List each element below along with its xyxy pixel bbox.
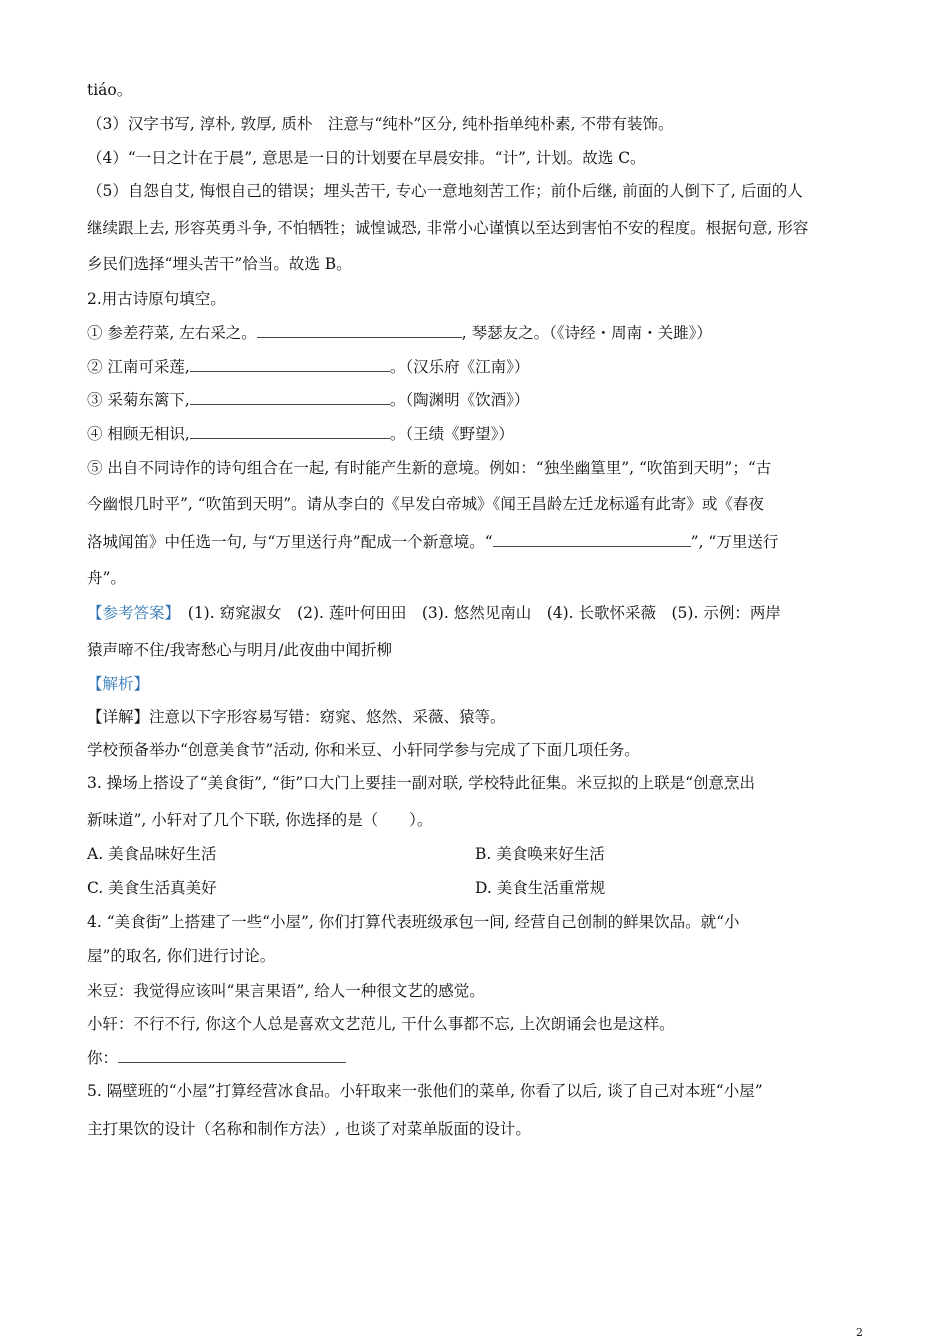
text-segment: 。（陶渊明《饮酒》） xyxy=(389,391,530,409)
answer-blank[interactable] xyxy=(190,390,390,405)
text-line: 屋”的取名, 你们进行讨论。 xyxy=(87,947,276,965)
text-line: tiáo。 xyxy=(87,81,133,99)
answer-blank[interactable] xyxy=(190,357,390,372)
answer-blank[interactable] xyxy=(493,532,691,547)
text-line: 新味道”, 小轩对了几个下联, 你选择的是（ ）。 xyxy=(87,811,433,829)
text-line: 主打果饮的设计（名称和制作方法）, 也谈了对菜单版面的设计。 xyxy=(87,1120,531,1138)
text-line: （4）“一日之计在于晨”, 意思是一日的计划要在早晨安排。“计”, 计划。故选 C。 xyxy=(87,149,646,167)
text-segment: ”, “万里送行 xyxy=(690,533,779,551)
answer-blank[interactable] xyxy=(118,1048,346,1063)
text-segment: , 琴瑟友之。（《诗经・周南・关雎》） xyxy=(461,324,712,342)
fill-line xyxy=(87,357,529,377)
analysis-tag: 【解析】 xyxy=(87,675,150,693)
text-line: 4. “美食街”上搭建了一些“小屋”, 你们打算代表班级承包一间, 经营自己创制的鲜果饮品。就“小 xyxy=(87,913,740,931)
option-b[interactable]: B. 美食唤来好生活 xyxy=(475,845,605,863)
text-line: （5）自怨自艾, 悔恨自己的错误；埋头苦干, 专心一意地刻苦工作；前仆后继, 前面的人倒下了, 后面的人 xyxy=(87,182,803,200)
answer-blank[interactable] xyxy=(257,323,462,338)
answer-line xyxy=(87,603,781,623)
fill-line xyxy=(87,323,712,343)
text-line: ⑤ 出自不同诗作的诗句组合在一起, 有时能产生新的意境。例如：“独坐幽篁里”, “吹笛到天明”；“古 xyxy=(87,459,772,477)
text-line: 小轩：不行不行, 你这个人总是喜欢文艺范儿, 干什么事都不忘, 上次朗诵会也是这样。 xyxy=(87,1015,675,1033)
page-number: 2 xyxy=(856,1326,863,1339)
text-line: 3. 操场上搭设了“美食街”, “街”口大门上要挂一副对联, 学校特此征集。米豆拟的上联是“创意烹出 xyxy=(87,774,756,792)
fill-line xyxy=(87,532,778,552)
question-heading: 2.用古诗原句填空。 xyxy=(87,290,226,308)
text-segment: ④ 相顾无相识, xyxy=(87,425,190,443)
text-line: 【详解】注意以下字形容易写错：窈窕、悠然、采薇、猿等。 xyxy=(87,708,506,726)
text-line: 5. 隔壁班的“小屋”打算经营冰食品。小轩取来一张他们的菜单, 你看了以后, 谈了自己对本班“小屋” xyxy=(87,1082,763,1100)
answer-blank[interactable] xyxy=(190,424,390,439)
option-a[interactable]: A. 美食品味好生活 xyxy=(87,845,217,863)
text-line: （3）汉字书写, 淳朴, 敦厚, 质朴 注意与“纯朴”区分, 纯朴指单纯朴素, 不带有装饰。 xyxy=(87,115,674,133)
text-segment: 洛城闻笛》中任选一句, 与“万里送行舟”配成一个新意境。“ xyxy=(87,533,493,551)
text-segment: ③ 采菊东篱下, xyxy=(87,391,190,409)
text-segment: ① 参差荇菜, 左右采之。 xyxy=(87,324,257,342)
answer-tag: 【参考答案】 xyxy=(87,604,173,622)
fill-line xyxy=(87,390,529,410)
text-line: 猿声啼不住/我寄愁心与明月/此夜曲中闻折柳 xyxy=(87,641,392,659)
fill-line xyxy=(87,424,514,444)
text-segment: 你： xyxy=(87,1049,119,1067)
text-segment: 。（王绩《野望》） xyxy=(389,425,514,443)
option-d[interactable]: D. 美食生活重常规 xyxy=(475,879,606,897)
text-line: 继续跟上去, 形容英勇斗争, 不怕牺牲；诚惶诚恐, 非常小心谨慎以至达到害怕不安的程度。根据句意, 形容 xyxy=(87,219,809,237)
text-line: 今幽恨几时平”, “吹笛到天明”。请从李白的《早发白帝城》《闻王昌龄左迁龙标遥有此寄》或《春夜 xyxy=(87,495,764,513)
option-c[interactable]: C. 美食生活真美好 xyxy=(87,879,217,897)
answer-text: (1). 窈窕淑女 (2). 莲叶何田田 (3). 悠然见南山 (4). 长歌怀采薇 (5). 示例：两岸 xyxy=(172,604,781,622)
text-segment: 。（汉乐府《江南》） xyxy=(389,358,530,376)
fill-line xyxy=(87,1048,346,1068)
text-line: 学校预备举办“创意美食节”活动, 你和米豆、小轩同学参与完成了下面几项任务。 xyxy=(87,741,640,759)
text-segment: ② 江南可采莲, xyxy=(87,358,190,376)
text-line: 米豆：我觉得应该叫“果言果语”, 给人一种很文艺的感觉。 xyxy=(87,982,485,1000)
text-line: 舟”。 xyxy=(87,569,126,587)
text-line: 乡民们选择“埋头苦干”恰当。故选 B。 xyxy=(87,255,352,273)
